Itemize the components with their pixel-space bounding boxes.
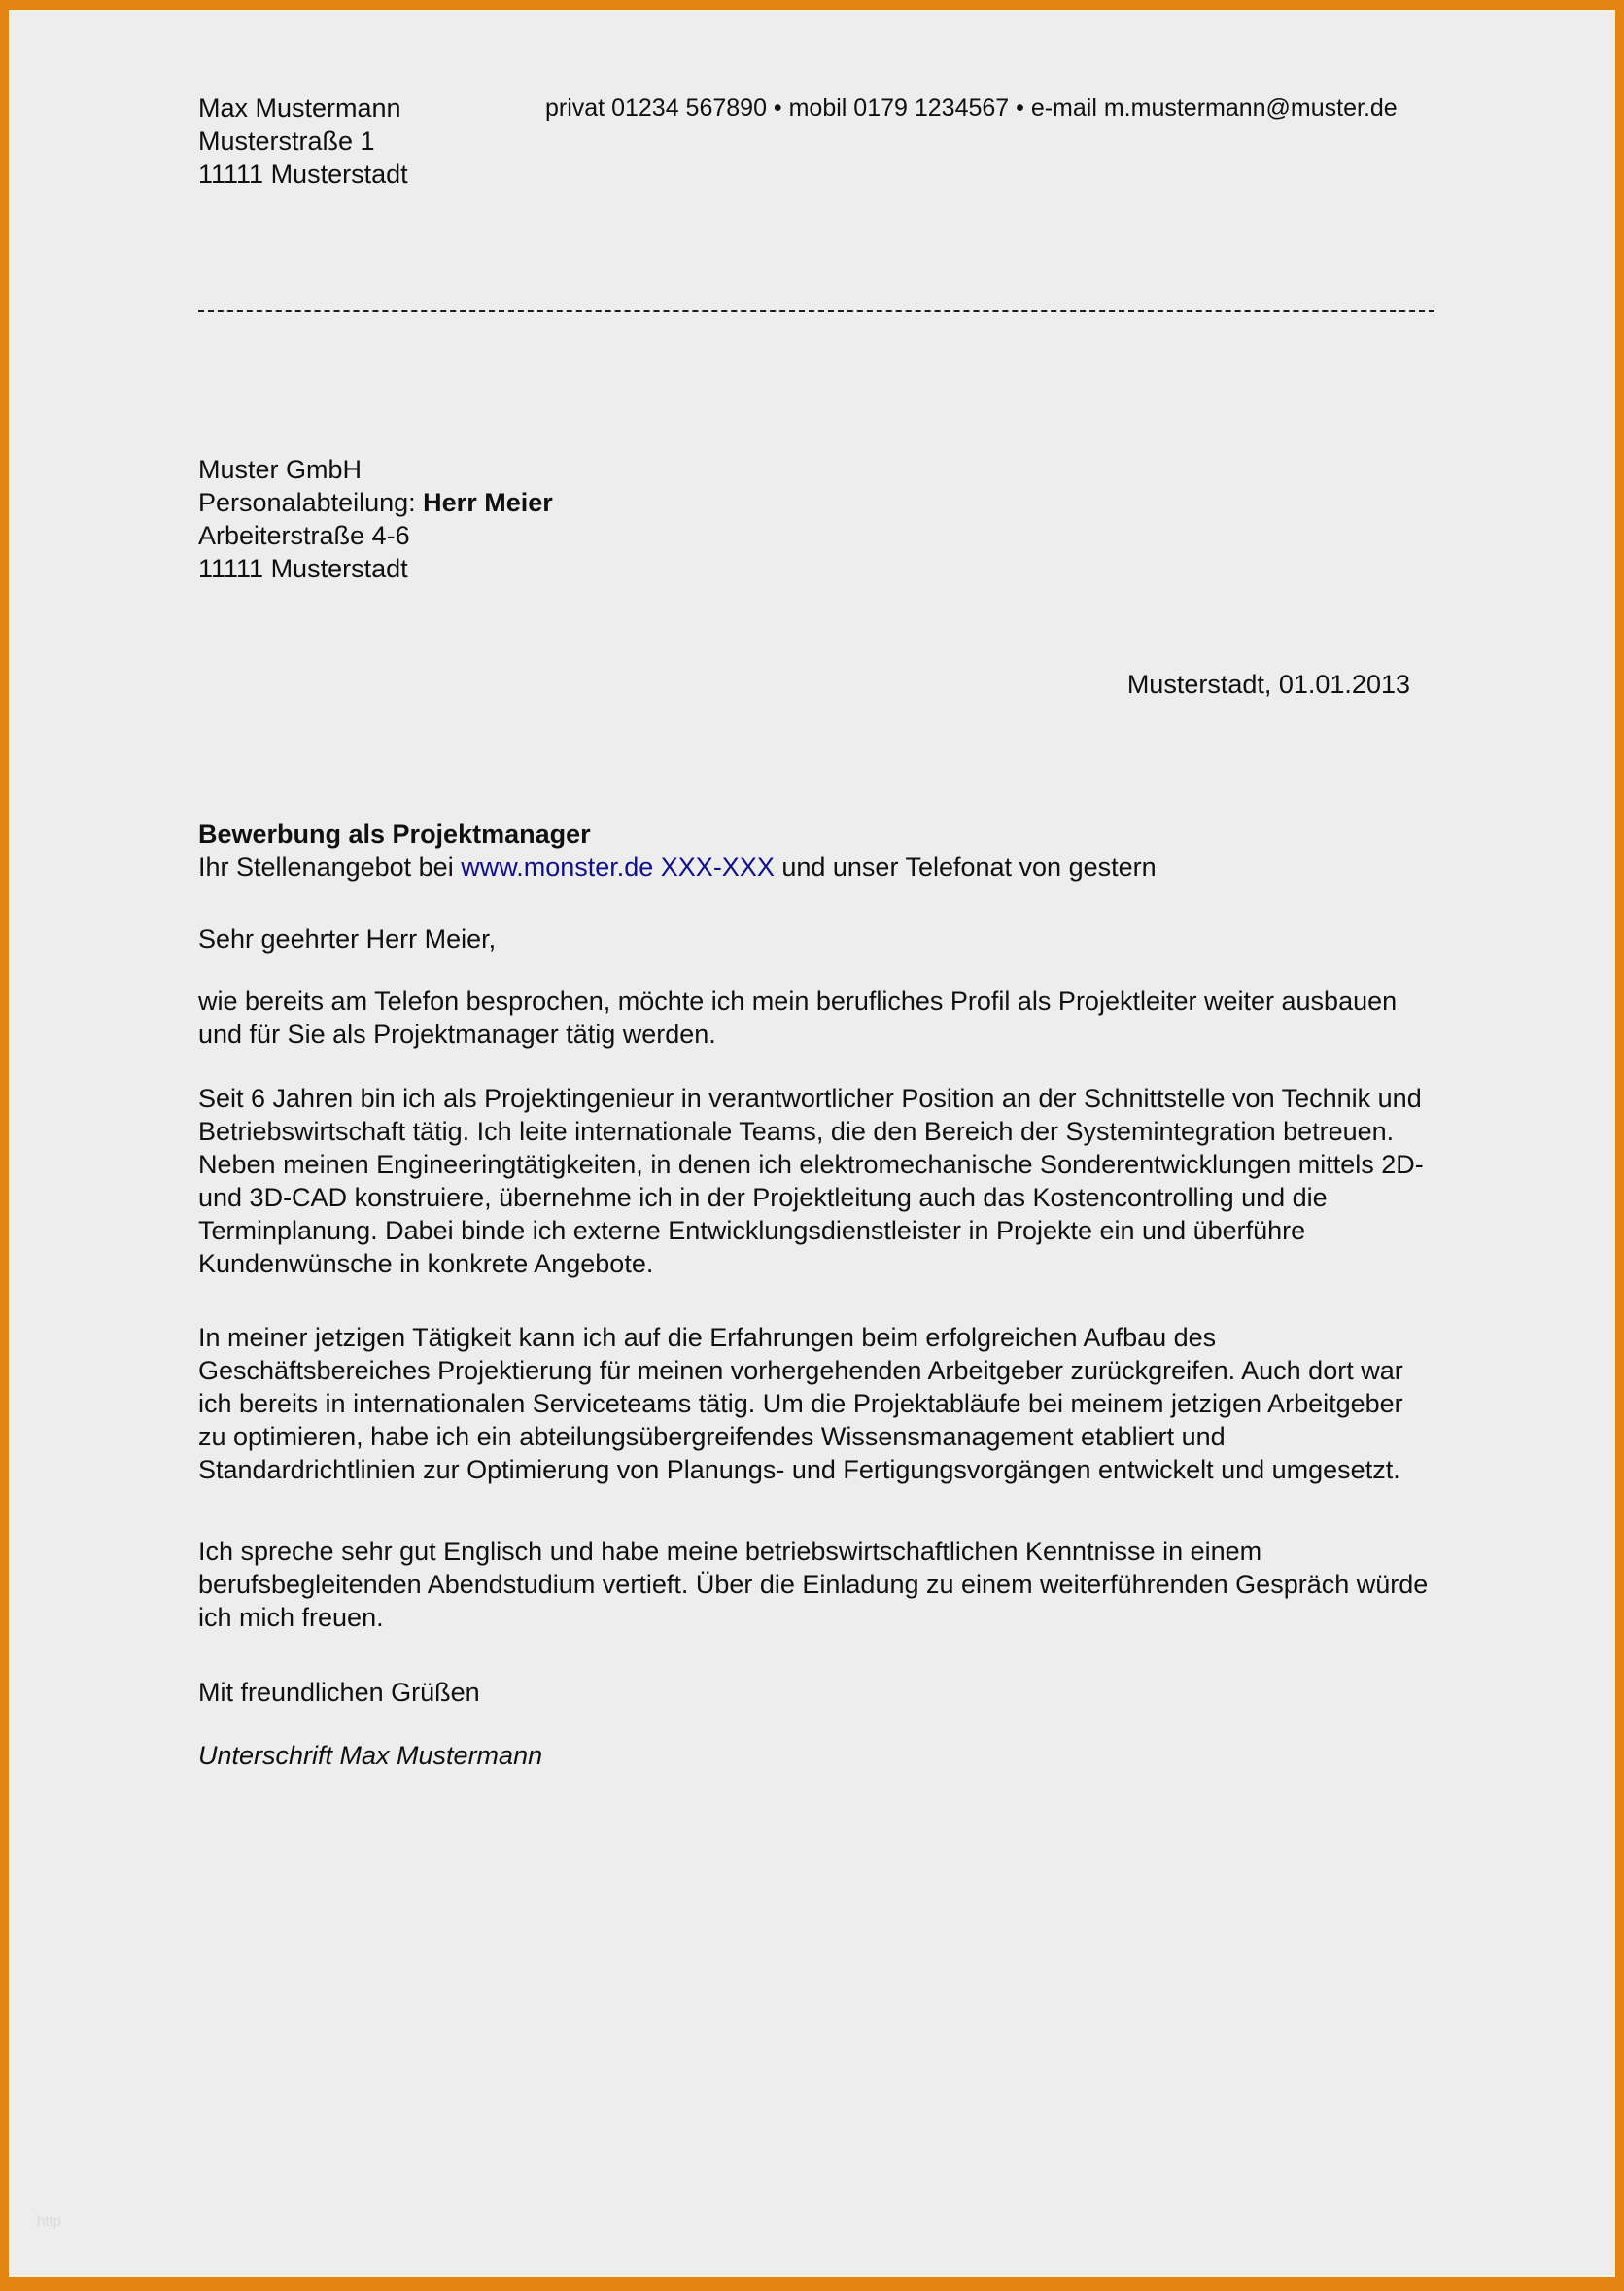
letter-sheet (9, 10, 1615, 2277)
subject-title: Bewerbung als Projektmanager (198, 819, 591, 849)
sender-name: Max Mustermann (198, 93, 401, 122)
subject-block (198, 817, 1434, 884)
body-paragraph-4: Ich spreche sehr gut Englisch und habe meine betriebswirtschaftlichen Kenntnisse in einem berufsbegleitenden Abendstudium vertieft. Über die Einladung zu einem weiterführenden Gespräch würde ich mich freuen. (198, 1537, 1429, 1632)
sender-city: 11111 Musterstadt (198, 159, 408, 189)
recipient-city: 11111 Musterstadt (198, 554, 408, 583)
salutation: Sehr geehrter Herr Meier, (198, 924, 497, 954)
sender-address-block (198, 91, 545, 191)
subject-reference-prefix: Ihr Stellenangebot bei (198, 852, 462, 882)
place-and-date: Musterstadt, 01.01.2013 (1126, 670, 1410, 699)
faint-watermark-text: http (37, 2213, 62, 2230)
dashed-divider (198, 310, 1434, 312)
subject-reference-suffix: und unser Telefonat von gestern (774, 852, 1157, 882)
recipient-street: Arbeiterstraße 4-6 (198, 521, 410, 550)
body-paragraph-2: Seit 6 Jahren bin ich als Projektingenieur in verantwortlicher Position an der Schnittstelle von Technik und Betriebswirtschaft tätig. Ich leite internationale Teams, die den Bereich der Systemintegration betreuen. Neben meinen Engineeringtätigkeiten, in denen ich elektromechanische Sonderentwicklungen mittels 2D- und 3D-CAD konstruiere, übernehme ich in der Projektleitung auch das Kostencontrolling und die Terminplanung. Dabei binde ich externe Entwicklungsdienstleister in Projekte ein und überführe Kundenwünsche in konkrete Angebote. (198, 1084, 1424, 1278)
recipient-company: Muster GmbH (198, 455, 363, 484)
recipient-address-block (198, 453, 1434, 585)
sender-contact-line: privat 01234 567890 • mobil 0179 1234567 • e-mail m.mustermann@muster.de (545, 94, 1398, 121)
recipient-department-label: Personalabteilung: (198, 488, 424, 517)
signature-placeholder: Unterschrift Max Mustermann (198, 1741, 543, 1770)
body-paragraph-1: wie bereits am Telefon besprochen, möchte ich mein berufliches Profil als Projektleiter weiter ausbauen und für Sie als Projektmanager tätig werden. (198, 987, 1398, 1049)
body-paragraph-3: In meiner jetzigen Tätigkeit kann ich auf die Erfahrungen beim erfolgreichen Aufbau des Geschäftsbereiches Projektierung für meinen vorhergehenden Arbeitgeber zurückgreifen. Auch dort war ich bereits in internationalen Serviceteams tätig. Um die Projektabläufe bei meinem jetzigen Arbeitgeber zu optimieren, habe ich ein abteilungsübergreifendes Wissensmanagement etabliert und Standardrichtlinien zur Optimierung von Planungs- und Fertigungsvorgängen entwickelt und umgesetzt. (198, 1323, 1403, 1484)
recipient-department-line (198, 486, 1434, 519)
closing-greeting: Mit freundlichen Grüßen (198, 1678, 480, 1707)
recipient-contact-person: Herr Meier (423, 488, 553, 517)
job-posting-link[interactable]: www.monster.de XXX-XXX (461, 852, 775, 882)
sender-header (198, 91, 1434, 191)
subject-reference-line (198, 850, 1434, 884)
sender-street: Musterstraße 1 (198, 126, 375, 156)
